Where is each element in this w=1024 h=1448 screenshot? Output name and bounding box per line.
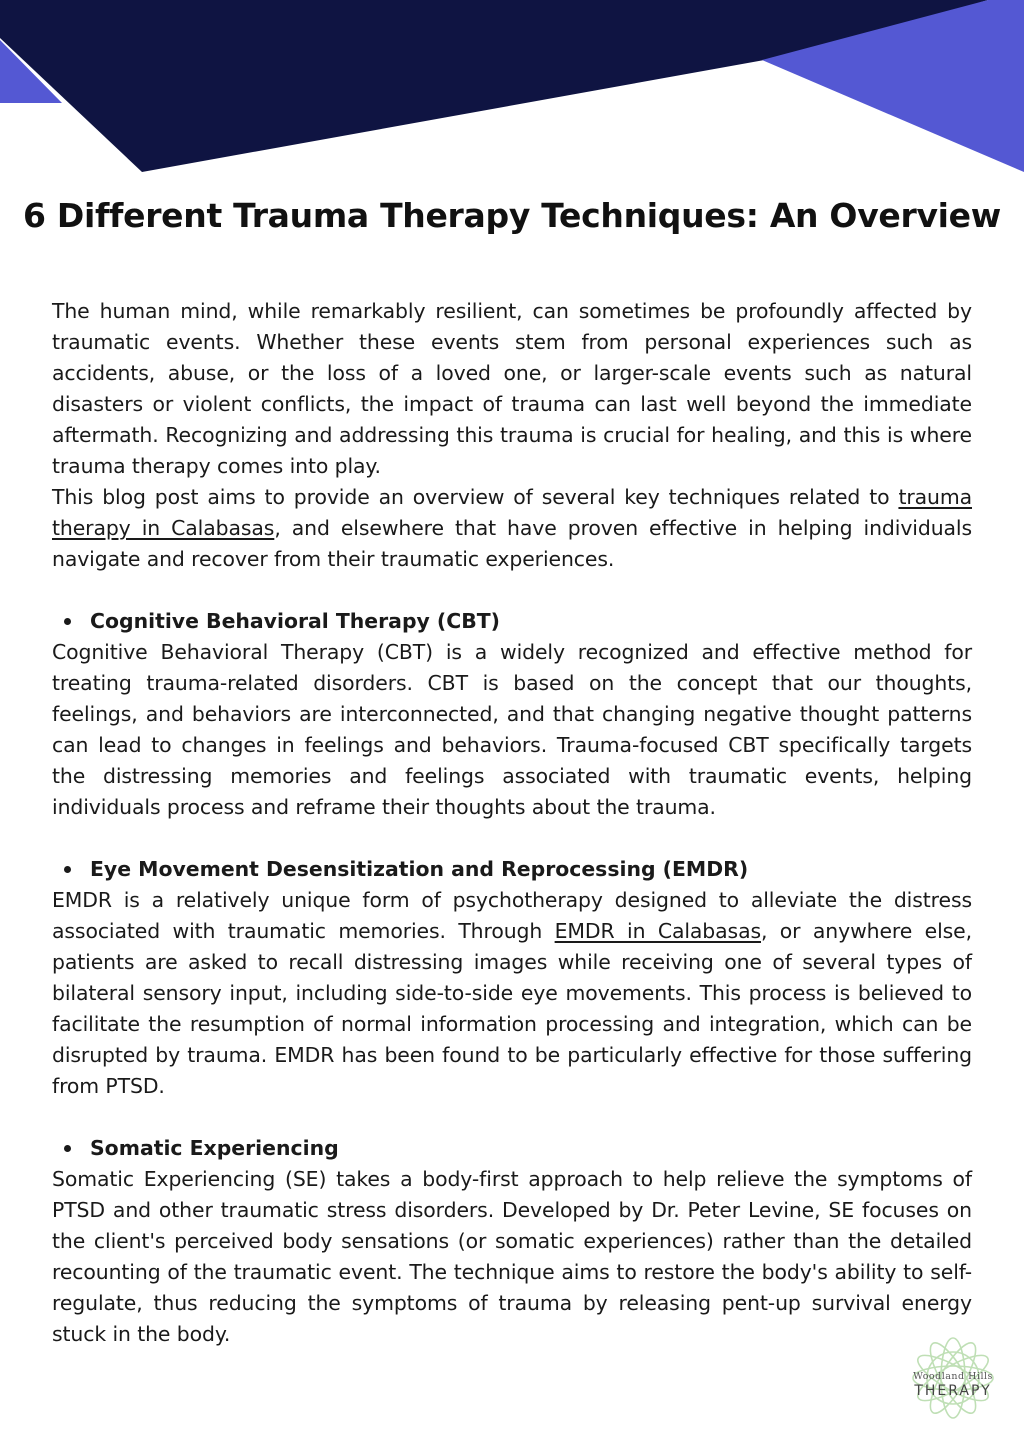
intro-text-before-link: This blog post aims to provide an overview of several key techniques related to bbox=[52, 485, 899, 509]
emdr-text-after-link: , or anywhere else, patients are asked to recall distressing images while receiving one of several types of bilateral sensory input, including side-to-side eye movements. This process is believed to facilitate the resumption of normal information processing and integration, which can be disrupted by trauma. EMDR has been found to be particularly effective for those suffering from PTSD. bbox=[52, 919, 972, 1098]
section-heading-somatic: Somatic Experiencing bbox=[52, 1133, 972, 1164]
intro-text-after-link: , and elsewhere that have proven effective in helping individuals navigate and recover from their traumatic experiences. bbox=[52, 516, 973, 571]
logo-line-1: Woodland Hills bbox=[913, 1371, 993, 1382]
header-banner bbox=[0, 0, 1024, 190]
intro-paragraph-1: The human mind, while remarkably resilient, can sometimes be profoundly affected by traumatic events. Whether these events stem from personal experiences such as accidents, abuse, or the loss of a loved one, or larger-scale events such as natural disasters or violent conflicts, the impact of trauma can last well beyond the immediate aftermath. Recognizing and addressing this trauma is crucial for healing, and this is where trauma therapy comes into play. bbox=[52, 299, 972, 478]
woodland-hills-therapy-logo bbox=[893, 1326, 1013, 1436]
section-heading-cbt: Cognitive Behavioral Therapy (CBT) bbox=[52, 606, 972, 637]
intro-paragraph-2 bbox=[52, 482, 972, 575]
section-list-somatic bbox=[52, 1133, 972, 1164]
emdr-text-before-link: EMDR is a relatively unique form of psychotherapy designed to alleviate the distress associated with traumatic memories. Through bbox=[52, 888, 972, 943]
section-body-cbt: Cognitive Behavioral Therapy (CBT) is a widely recognized and effective method for treating trauma-related disorders. CBT is based on the concept that our thoughts, feelings, and behaviors are interconnected, and that changing negative thought patterns can lead to changes in feelings and behaviors. Trauma-focused CBT specifically targets the distressing memories and feelings associated with traumatic events, helping individuals process and reframe their thoughts about the trauma. bbox=[52, 640, 972, 819]
section-heading-emdr: Eye Movement Desensitization and Reprocessing (EMDR) bbox=[52, 854, 972, 885]
section-body-somatic: Somatic Experiencing (SE) takes a body-first approach to help relieve the symptoms of PTSD and other traumatic stress disorders. Developed by Dr. Peter Levine, SE focuses on the client's perceived body sensations (or somatic experiences) rather than the detailed recounting of the traumatic event. The technique aims to restore the body's ability to self-regulate, thus reducing the symptoms of trauma by releasing pent-up survival energy stuck in the body. bbox=[52, 1167, 972, 1346]
logo-line-2: THERAPY bbox=[914, 1383, 992, 1399]
section-list-emdr bbox=[52, 854, 972, 885]
section-body-emdr bbox=[52, 885, 972, 1102]
trauma-therapy-calabasas-link[interactable]: trauma therapy in Calabasas bbox=[52, 485, 972, 540]
article-body bbox=[52, 296, 972, 1350]
page-title: 6 Different Trauma Therapy Techniques: An Overview bbox=[23, 196, 1001, 235]
section-list-cbt bbox=[52, 606, 972, 637]
emdr-calabasas-link[interactable]: EMDR in Calabasas bbox=[554, 919, 761, 943]
